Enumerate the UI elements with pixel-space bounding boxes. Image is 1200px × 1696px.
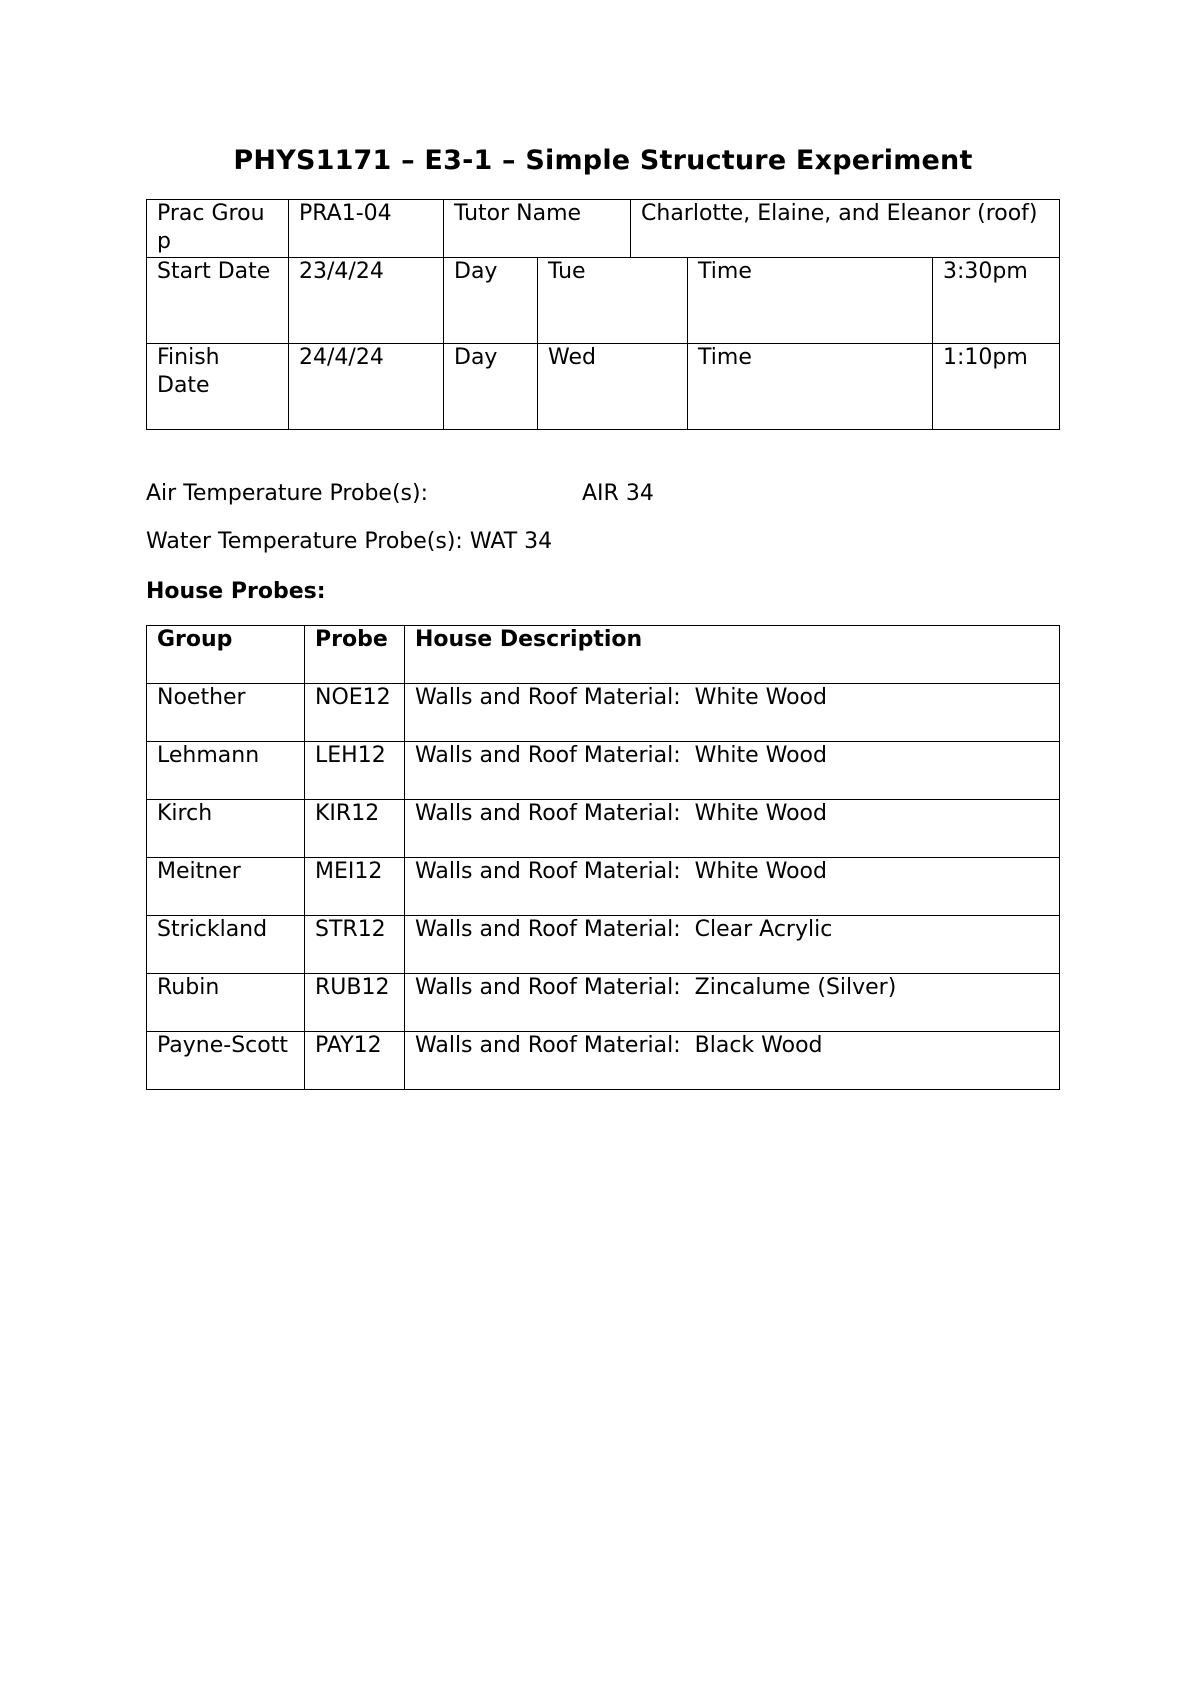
tutor-label: Tutor Name xyxy=(444,200,631,258)
group-cell: Payne-Scott xyxy=(147,1032,305,1090)
description-column-header: House Description xyxy=(405,626,1060,684)
group-column-header: Group xyxy=(147,626,305,684)
start-time-label: Time xyxy=(688,258,933,344)
description-cell xyxy=(405,916,1060,974)
description-cell xyxy=(405,742,1060,800)
material-value: White Wood xyxy=(694,801,827,826)
description-cell xyxy=(405,1032,1060,1090)
material-label: Walls and Roof Material: xyxy=(415,801,681,826)
material-label: Walls and Roof Material: xyxy=(415,859,681,884)
probe-cell: RUB12 xyxy=(305,974,405,1032)
probe-cell: KIR12 xyxy=(305,800,405,858)
probe-cell: NOE12 xyxy=(305,684,405,742)
material-value: White Wood xyxy=(694,859,827,884)
description-cell xyxy=(405,800,1060,858)
tutor-value: Charlotte, Elaine, and Eleanor (roof) xyxy=(631,200,1060,258)
table-row xyxy=(147,1032,1060,1090)
group-cell: Noether xyxy=(147,684,305,742)
air-probe-value: AIR 34 xyxy=(582,481,654,506)
prac-group-value: PRA1-04 xyxy=(289,200,444,258)
material-label: Walls and Roof Material: xyxy=(415,685,681,710)
probe-cell: MEI12 xyxy=(305,858,405,916)
finish-date-value: 24/4/24 xyxy=(289,344,444,430)
material-label: Walls and Roof Material: xyxy=(415,1033,681,1058)
start-date-value: 23/4/24 xyxy=(289,258,444,344)
group-cell: Rubin xyxy=(147,974,305,1032)
probe-cell: STR12 xyxy=(305,916,405,974)
finish-row xyxy=(147,344,1060,430)
table-row xyxy=(147,684,1060,742)
water-probe-label: Water Temperature Probe(s): xyxy=(146,529,463,554)
description-cell xyxy=(405,684,1060,742)
house-probes-heading: House Probes: xyxy=(146,579,326,604)
finish-day-value: Wed xyxy=(538,344,688,430)
group-cell: Meitner xyxy=(147,858,305,916)
material-value: Zincalume (Silver) xyxy=(694,975,897,1000)
material-value: White Wood xyxy=(694,685,827,710)
description-cell xyxy=(405,858,1060,916)
probe-cell: LEH12 xyxy=(305,742,405,800)
document-title: PHYS1171 – E3-1 – Simple Structure Experiment xyxy=(233,145,973,176)
finish-time-value: 1:10pm xyxy=(933,344,1060,430)
description-cell xyxy=(405,974,1060,1032)
table-row xyxy=(147,800,1060,858)
finish-time-label: Time xyxy=(688,344,933,430)
water-probe-line xyxy=(146,528,552,556)
start-row xyxy=(147,258,1060,344)
probe-cell: PAY12 xyxy=(305,1032,405,1090)
table-row xyxy=(147,916,1060,974)
table-row xyxy=(147,858,1060,916)
start-time-value: 3:30pm xyxy=(933,258,1060,344)
group-cell: Kirch xyxy=(147,800,305,858)
probe-column-header: Probe xyxy=(305,626,405,684)
start-day-value: Tue xyxy=(538,258,688,344)
air-probe-label: Air Temperature Probe(s): xyxy=(146,481,428,506)
material-value: White Wood xyxy=(694,743,827,768)
prac-group-label: Prac Group xyxy=(147,200,289,258)
material-label: Walls and Roof Material: xyxy=(415,917,681,942)
prac-group-row xyxy=(147,200,1060,258)
house-probes-table xyxy=(146,625,1060,1090)
finish-date-label: Finish Date xyxy=(147,344,289,430)
group-cell: Lehmann xyxy=(147,742,305,800)
session-info-table xyxy=(146,199,1060,430)
start-day-label: Day xyxy=(444,258,538,344)
material-label: Walls and Roof Material: xyxy=(415,743,681,768)
table-row xyxy=(147,974,1060,1032)
material-value: Clear Acrylic xyxy=(694,917,833,942)
material-label: Walls and Roof Material: xyxy=(415,975,681,1000)
material-value: Black Wood xyxy=(694,1033,823,1058)
water-probe-value: WAT 34 xyxy=(469,529,553,554)
group-cell: Strickland xyxy=(147,916,305,974)
start-date-label: Start Date xyxy=(147,258,289,344)
table-row xyxy=(147,742,1060,800)
finish-day-label: Day xyxy=(444,344,538,430)
table-header-row xyxy=(147,626,1060,684)
